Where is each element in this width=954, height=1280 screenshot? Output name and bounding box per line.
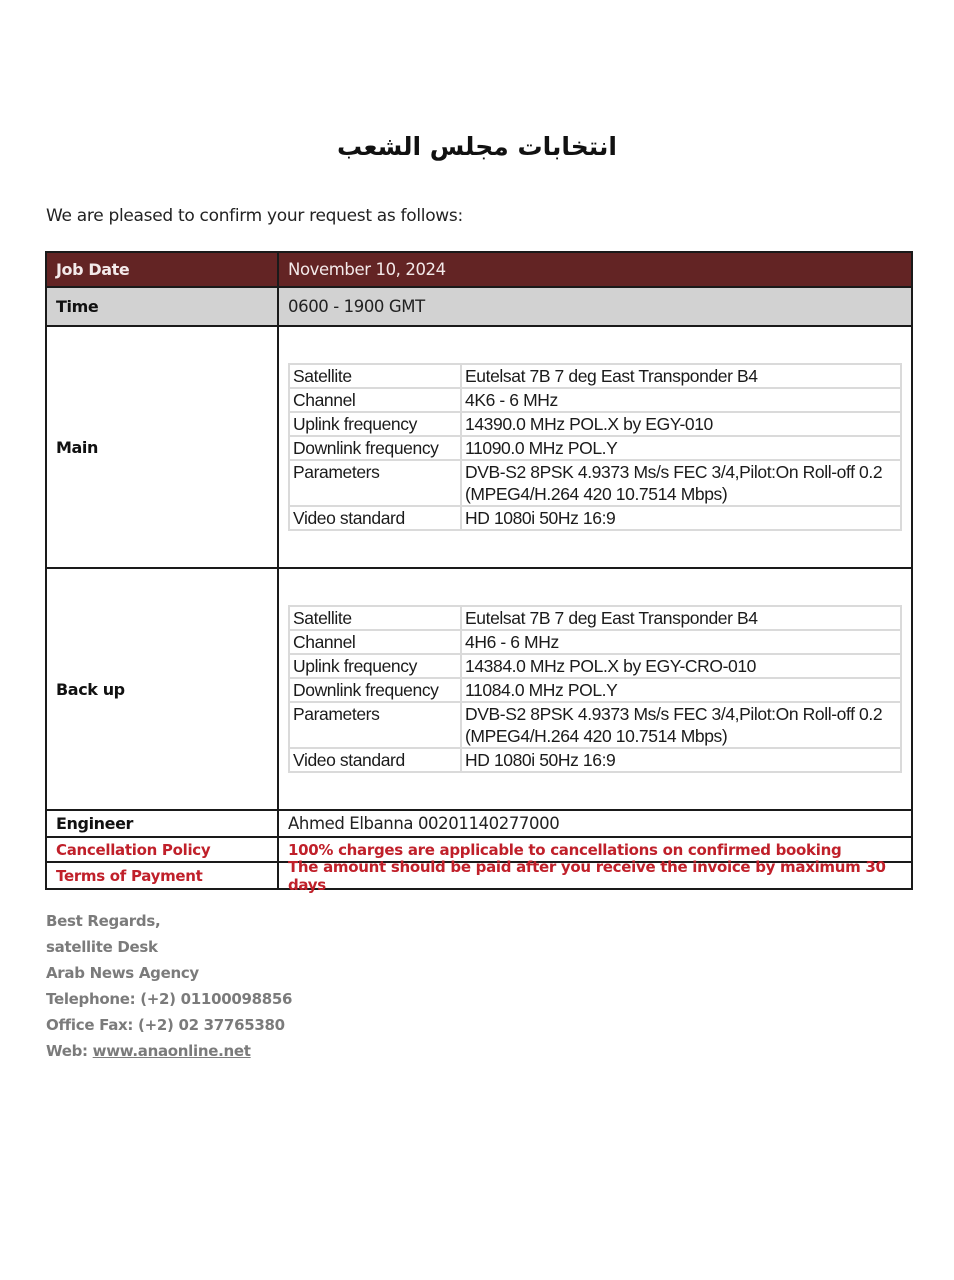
job-date-row [47, 253, 911, 288]
backup-details [279, 569, 911, 809]
detail-key: Channel [289, 630, 461, 654]
detail-value: HD 1080i 50Hz 16:9 [461, 506, 901, 530]
signature-regards: Best Regards, [46, 912, 161, 930]
time-row [47, 288, 911, 327]
detail-key: Downlink frequency [289, 436, 461, 460]
time-value: 0600 - 1900 GMT [288, 297, 425, 316]
table-row [289, 702, 901, 748]
table-row [289, 606, 901, 630]
signature-fax: Office Fax: (+2) 02 37765380 [46, 1016, 285, 1034]
detail-key: Satellite [289, 364, 461, 388]
main-label: Main [47, 327, 279, 567]
time-label: Time [47, 288, 279, 325]
backup-label: Back up [47, 569, 279, 809]
job-date-value: November 10, 2024 [288, 260, 446, 279]
detail-key: Channel [289, 388, 461, 412]
website-link[interactable]: www.anaonline.net [92, 1042, 251, 1060]
signature-agency: Arab News Agency [46, 964, 199, 982]
table-row [289, 748, 901, 772]
cancellation-value: 100% charges are applicable to cancellations on confirmed booking [288, 840, 842, 859]
signature-block [46, 908, 292, 1064]
detail-value: Eutelsat 7B 7 deg East Transponder B4 [461, 606, 901, 630]
table-row [289, 678, 901, 702]
detail-value: Eutelsat 7B 7 deg East Transponder B4 [461, 364, 901, 388]
signature-desk: satellite Desk [46, 938, 158, 956]
engineer-value: Ahmed Elbanna 00201140277000 [288, 814, 560, 833]
signature-telephone: Telephone: (+2) 01100098856 [46, 990, 293, 1008]
detail-key: Satellite [289, 606, 461, 630]
payment-value: The amount should be paid after you receive the invoice by maximum 30 days [288, 857, 886, 894]
table-row [289, 388, 901, 412]
table-row [289, 412, 901, 436]
detail-value: DVB-S2 8PSK 4.9373 Ms/s FEC 3/4,Pilot:On Roll-off 0.2 (MPEG4/H.264 420 10.7514 Mbps) [461, 460, 901, 506]
payment-label: Terms of Payment [47, 863, 279, 888]
engineer-row [47, 811, 911, 838]
detail-value: 11090.0 MHz POL.Y [461, 436, 901, 460]
table-row [289, 460, 901, 506]
detail-value: 14384.0 MHz POL.X by EGY-CRO-010 [461, 654, 901, 678]
signature-web [46, 1038, 292, 1064]
detail-value: 4K6 - 6 MHz [461, 388, 901, 412]
backup-details-table [288, 605, 902, 773]
main-row [47, 327, 911, 569]
job-date-label: Job Date [47, 253, 279, 286]
booking-table [45, 251, 913, 894]
main-details-table [288, 363, 902, 531]
detail-value: 14390.0 MHz POL.X by EGY-010 [461, 412, 901, 436]
detail-key: Parameters [289, 702, 461, 748]
table-row [289, 364, 901, 388]
detail-key: Video standard [289, 506, 461, 530]
main-details [279, 327, 911, 567]
cancellation-label: Cancellation Policy [47, 838, 279, 861]
detail-key: Video standard [289, 748, 461, 772]
detail-key: Uplink frequency [289, 654, 461, 678]
backup-row [47, 569, 911, 811]
engineer-label: Engineer [47, 811, 279, 836]
table-row [289, 630, 901, 654]
document-title: انتخابات مجلس الشعب [337, 132, 617, 161]
detail-value: 4H6 - 6 MHz [461, 630, 901, 654]
table-row [289, 436, 901, 460]
web-label: Web: [46, 1042, 93, 1060]
detail-key: Downlink frequency [289, 678, 461, 702]
detail-value: DVB-S2 8PSK 4.9373 Ms/s FEC 3/4,Pilot:On Roll-off 0.2 (MPEG4/H.264 420 10.7514 Mbps) [461, 702, 901, 748]
detail-value: 11084.0 MHz POL.Y [461, 678, 901, 702]
detail-key: Parameters [289, 460, 461, 506]
detail-key: Uplink frequency [289, 412, 461, 436]
payment-row [47, 857, 911, 894]
table-row [289, 506, 901, 530]
table-row [289, 654, 901, 678]
intro-text: We are pleased to confirm your request as follows: [46, 206, 463, 226]
detail-value: HD 1080i 50Hz 16:9 [461, 748, 901, 772]
